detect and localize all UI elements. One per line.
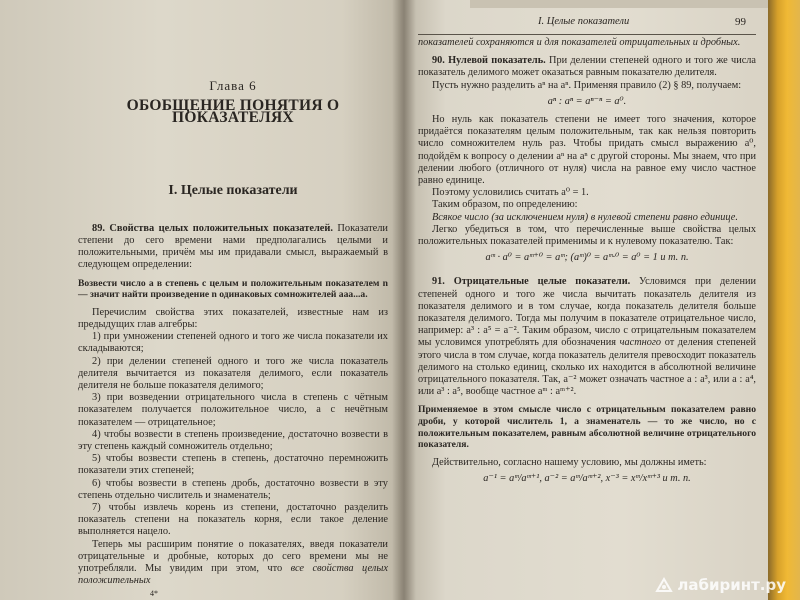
closing-paragraph xyxy=(78,539,388,588)
right-page xyxy=(402,0,768,600)
page-top-edge xyxy=(470,0,770,8)
paragraph-91-b: Действительно, согласно нашему условию, мы должны иметь: xyxy=(432,456,707,468)
list-item: 4) чтобы возвести в степень произведение, достаточно возвести в эту степень каждый сомножитель отдельно; xyxy=(78,428,388,453)
running-header xyxy=(418,10,756,35)
list-item: 6) чтобы возвести в степень дробь, достаточно возвести в эту степень отдельно числитель и знаменатель; xyxy=(78,477,388,501)
signature-mark: 4* xyxy=(150,589,158,598)
running-title: I. Целые показатели xyxy=(538,16,630,27)
paragraph-90-d: Поэтому условились считать a⁰ = 1. xyxy=(432,187,589,199)
section-title: I. Целые показатели xyxy=(168,182,298,198)
list-item: 1) при умножении степеней одного и того же числа показатели их складываются; xyxy=(78,331,388,355)
zero-exponent-rule: Всякое число (за исключением нуля) в нулевой степени равно единице. xyxy=(432,211,738,223)
book-cover-edge xyxy=(768,0,800,600)
paragraph-91-heading: 91. Отрицательные целые показатели. xyxy=(432,276,631,288)
definition-rule: Возвести число a в степень с целым и положительным показателем n — значит найти произведение n одинаковых сомножителей aaa...a. xyxy=(78,277,388,301)
list-item: 5) чтобы возвести степень в степень, достаточно перемножить показатели этих степеней; xyxy=(78,453,388,477)
negative-exponent-rule: Применяемое в этом смысле число с отрицательным показателем равно дроби, у которой числитель 1, а знаменатель — то же число, но с положительным показателем, равным абсолютной величине отрицательного показателя. xyxy=(418,404,756,451)
formula-zero-properties: aᵐ · a⁰ = aᵐ⁺⁰ = aᵐ; (aᵐ)⁰ = aᵐ·⁰ = a⁰ = 1 и т. п. xyxy=(485,252,689,264)
closing-text: Теперь мы расширим понятие о показателях, введя показатели отрицательные и дробные, которых до сего времени мы не употребляли. Мы увидим при этом, что xyxy=(78,538,388,575)
closing-italic: все свойства целых положительных xyxy=(78,563,388,587)
paragraph-90-e: Таким образом, по определению: xyxy=(432,199,578,211)
paragraph-89-heading: 89. Свойства целых положительных показателей. xyxy=(92,222,333,234)
list-item: 2) при делении степеней одного и того же числа показатель делителя вычитается из показателя делимого, если показатель делителя не больше показателя делимого; xyxy=(78,355,388,392)
chapter-title: ОБОБЩЕНИЕ ПОНЯТИЯ О ПОКАЗАТЕЛЯХ xyxy=(126,97,340,127)
paragraph-89-text: Показатели степени до сего времени нами предполагались целыми и положительными, причём мы им придавали смысл, выражаемый в следующем определении: xyxy=(78,222,388,271)
paragraph-90-c: Но нуль как показатель степени не имеет того значения, которое придаётся показателям целым положительным, так как нельзя повторить число сомножителем нуль раз. Чтобы придать смысл выражению a⁰, подойдём к вопросу о делении aⁿ на aⁿ с другой стороны. Мы знаем, что при делении любого (отличного от нуля) числа на равное ему число частное равно единице. xyxy=(418,114,756,187)
properties-intro: Перечислим свойства этих показателей, известные нам из предыдущих глав алгебры: xyxy=(78,306,388,331)
formula-zero-exponent: aⁿ : aⁿ = aⁿ⁻ⁿ = a⁰. xyxy=(547,95,627,107)
paragraph-91 xyxy=(418,276,756,398)
paragraph-90-f: Легко убедиться в том, что перечисленные выше свойства целых положительных показателей применимы и к нулевому показателю. Так: xyxy=(418,223,756,248)
paragraph-91-text-b: от деления степеней этого числа в том случае, когда показатель делителя превосходит показатель делимого на столько единиц, сколько их находится в абсолютной величине отрицательного показателя. Так, a⁻² может означать частное a : a³, или a : a⁴, или a³ : a⁵, вообще частное aᵐ : aᵐ⁺². xyxy=(418,337,756,398)
paragraph-90-heading: 90. Нулевой показатель. xyxy=(432,55,546,67)
paragraph-90-b: Пусть нужно разделить aⁿ на aⁿ. Применяя правило (2) § 89, получаем: xyxy=(432,79,742,91)
page-number: 99 xyxy=(735,16,746,28)
watermark-text: лабиринт.ру xyxy=(677,576,786,594)
book-gutter xyxy=(392,0,416,600)
watermark xyxy=(655,576,786,594)
paragraph-90-text: При делении степеней одного и того же числа показатель делимого может оказаться равным показателю делителя. xyxy=(418,55,756,79)
paragraph-90 xyxy=(418,55,756,79)
labyrinth-logo-icon xyxy=(655,577,673,593)
continued-text: показателей сохраняются и для показателей отрицательных и дробных. xyxy=(418,37,741,48)
list-item: 3) при возведении отрицательного числа в степень с чётным показателем получается положительное число, а с нечётным показателем — отрицательное; xyxy=(78,392,388,428)
properties-list xyxy=(78,331,388,538)
formula-negative-exponents: a⁻¹ = aᵐ/aᵐ⁺¹, a⁻² = aᵐ/aᵐ⁺², x⁻³ = xᵐ/xᵐ⁺³ и т. п. xyxy=(483,473,691,485)
chapter-number: Глава 6 xyxy=(209,78,257,93)
paragraph-89 xyxy=(78,223,388,272)
paragraph-91-text: Условимся при делении степеней одного и того же числа вычитать показатель делителя из показателя делимого и в том случае, когда показатель делителя больше показателя делимого. Тогда мы получим в показателе отрицательное число, например: a³ : a⁵ = a⁻². Таким образом, число с отрицательным показателем мы условимся употреблять для обозначения xyxy=(418,276,757,349)
paragraph-91-italic: частного xyxy=(619,337,662,349)
list-item: 7) чтобы извлечь корень из степени, достаточно разделить показатель степени на показатель корня, если такое деление выполняется нацело. xyxy=(78,502,388,538)
